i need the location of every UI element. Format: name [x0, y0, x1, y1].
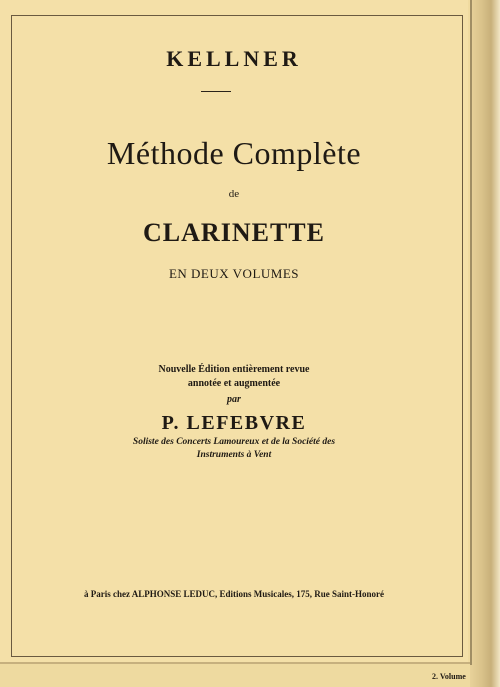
publisher-imprint: à Paris chez ALPHONSE LEDUC, Editions Musicales, 175, Rue Saint-Honoré [83, 589, 384, 599]
bottom-edge-line [0, 662, 470, 664]
bottom-margin-strip [0, 662, 470, 687]
volumes-subtitle: EN DEUX VOLUMES [168, 266, 300, 281]
cover-border-frame [11, 15, 463, 657]
composer-name: KELLNER [166, 46, 302, 71]
edition-note-line2: annotée et augmentée [187, 378, 281, 389]
volume-number: 2. Volume [432, 672, 466, 681]
title-connector: de [228, 188, 240, 200]
page-edge-strip [470, 0, 500, 687]
instrument-title: CLARINETTE [143, 218, 325, 247]
by-label: par [227, 394, 241, 405]
edition-note-line1: Nouvelle Édition entièrement revue [158, 364, 310, 375]
editor-name: P. LEFEBVRE [161, 412, 307, 434]
editor-description-line1: Soliste des Concerts Lamoureux et de la Société des [132, 437, 336, 447]
editor-description-line2: Instruments à Vent [196, 450, 272, 460]
page-edge-line [470, 0, 472, 665]
work-title: Méthode Complète [106, 135, 362, 171]
title-divider [201, 91, 231, 92]
